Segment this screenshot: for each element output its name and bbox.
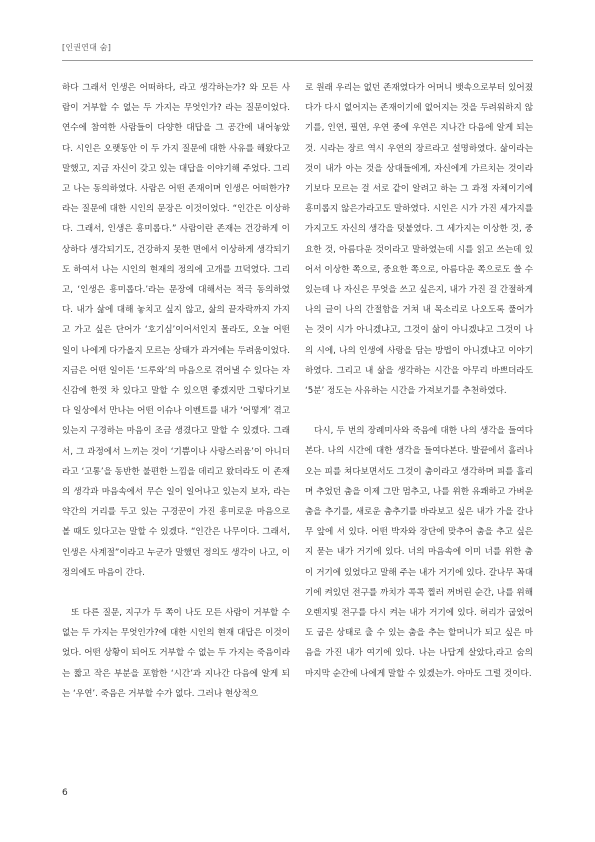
paragraph-gap [305,401,533,421]
left-paragraph-2: 또 다른 질문, 지구가 두 쪽이 나도 모든 사람이 거부할 수 없는 두 가지는 무엇인가?에 대한 시인의 현재 대답은 이것이었다. 어떤 상황이 되어도 거부할 수 없는 두 가지는 죽음이라는 짧고 작은 부분을 포함한 ‘시간’과 지나간 다음에 알게 되는 ‘우연’. 죽음은 거부할 수가 없다. 그러나 현상적으 [62,608,290,699]
right-paragraph-1: 로 원래 우리는 없던 존재였다가 어머니 뱃속으로부터 있어졌다가 다시 없어지는 존재이기에 없어지는 것을 두려워하지 않기를, 인연, 필연, 우연 중에 우연은 지나간 다음에 알게 되는 것. 시라는 장르 역시 우연의 장르라고 설명하였다. 삶이라는 것이 내가 아는 것을 상대들에게, 자신에게 가르치는 것이라기보다 모르는 걸 서로 같이 알려고 하는 그 과정 자체이기에 흥미롭지 않은가라고도 말하였다. 시인은 시가 가진 세가지를 가지고도 자신의 생각을 덧붙였다. 그 세가지는 이상한 것, 중요한 것, 아름다운 것이라고 말하였는데 시를 읽고 쓰는데 있어서 이상한 쪽으로, 중요한 쪽으로, 아름다운 쪽으로도 쓸 수 있는데 나 자신은 무엇을 쓰고 싶은지, 내가 가진 걸 간절하게 나의 글이 나의 간절함을 거쳐 내 목소리로 나오도록 풀어가는 것이 시가 아니겠냐고, 그것이 삶이 아니겠냐고 그것이 나의 시에, 나의 인생에 사랑을 담는 방법이 아니겠냐고 이야기하였다. 그리고 내 삶을 생각하는 시간을 아무리 바쁘더라도 ‘5분’ 정도는 사유하는 시간을 가져보기를 추천하였다. [305,83,533,397]
left-paragraph-1: 하다 그래서 인생은 어떠하다, 라고 생각하는가? 와 모든 사람이 거부할 수 없는 두 가지는 무엇인가? 라는 질문이었다. 연수에 참여한 사람들이 다양한 대답을 그 공간에 내어놓았다. 시인은 오랫동안 이 두 가지 질문에 대한 사유를 해왔다고 말했고, 지금 자신이 갖고 있는 대답을 이야기해 주었다. 그리고 나는 동의하였다. 사람은 어떤 존재이며 인생은 어떠한가? 라는 질문에 대한 시인의 문장은 이것이었다. “인간은 이상하다. 그래서, 인생은 흥미롭다.” 사람이란 존재는 건강하게 이상하다 생각되기도, 건강하지 못한 면에서 이상하게 생각되기도 하여서 나는 시인의 현재의 정의에 고개를 끄덕였다. 그리고, ‘인생은 흥미롭다.’라는 문장에 대해서는 적극 동의하였다. 내가 삶에 대해 놓치고 싶지 않고, 삶의 끝자락까지 가지고 가고 싶은 단어가 ‘호기심’이어서인지 몰라도, 오늘 어떤 일이 나에게 다가올지 모르는 상태가 과거에는 두려움이었다. 지금은 어떤 일이든 ‘드루와’의 마음으로 겪어낼 수 있다는 자신감에 한껏 차 있다고 말할 수 있으면 좋겠지만 그렇다기보다 일상에서 만나는 어떤 이슈나 이벤트를 내가 ‘어떻게’ 겪고 있는지 구경하는 마음이 조금 생겼다고 말할 수 있겠다. 그래서, 그 과정에서 느끼는 것이 ‘기쁨이나 사랑스러움’이 아니더라고 ‘고통’을 동반한 불편한 느낌을 데리고 왔더라도 이 존재의 생각과 마음속에서 무슨 일이 일어나고 있는지 보자, 라는 약간의 거리를 두고 있는 구경꾼이 가진 흥미로운 마음으로 볼 때도 있다고는 말할 수 있겠다. “인간은 나무이다. 그래서, 인생은 사계절”이라고 누군가 말했던 정의도 생각이 나고, 이 정의에도 마음이 간다. [62,83,290,578]
right-column [305,78,533,684]
right-paragraph-2: 다시, 두 번의 장례미사와 죽음에 대한 나의 생각을 들여다본다. 나의 시간에 대한 생각을 들여다본다. 발끝에서 흘러나오는 피를 쳐다보면서도 그것이 춤이라고 생각하며 피를 흘리며 추었던 춤을 이제 그만 멈추고, 나를 위한 유쾌하고 가벼운 춤을 추기를, 새로운 춤추기를 바라보고 싶은 내가 가을 갈나무 앞에 서 있다. 어떤 박자와 장단에 맞추어 춤을 추고 싶은지 묻는 내가 거기에 있다. 너의 마음속에 이미 너를 위한 춤이 거기에 있었다고 말해 주는 내가 거기에 있다. 갈나무 꼭대기에 켜있던 전구를 까치가 콕콕 찔러 꺼버린 순간, 나를 위해 오렌지빛 전구를 다시 켜는 내가 거기에 있다. 허리가 굽었어도 굽은 상태로 출 수 있는 춤을 추는 할머니가 되고 싶은 마음을 가진 내가 여기에 있다. 나는 나답게 살았다,라고 숨의 마지막 순간에 나에게 말할 수 있겠는가. 아마도 그럴 것이다. [305,426,533,679]
paragraph-gap [62,583,290,603]
left-column [62,78,290,704]
page-number: 6 [62,788,68,798]
header-divider [62,60,533,61]
running-header: [인권연대 숨] [62,43,112,52]
